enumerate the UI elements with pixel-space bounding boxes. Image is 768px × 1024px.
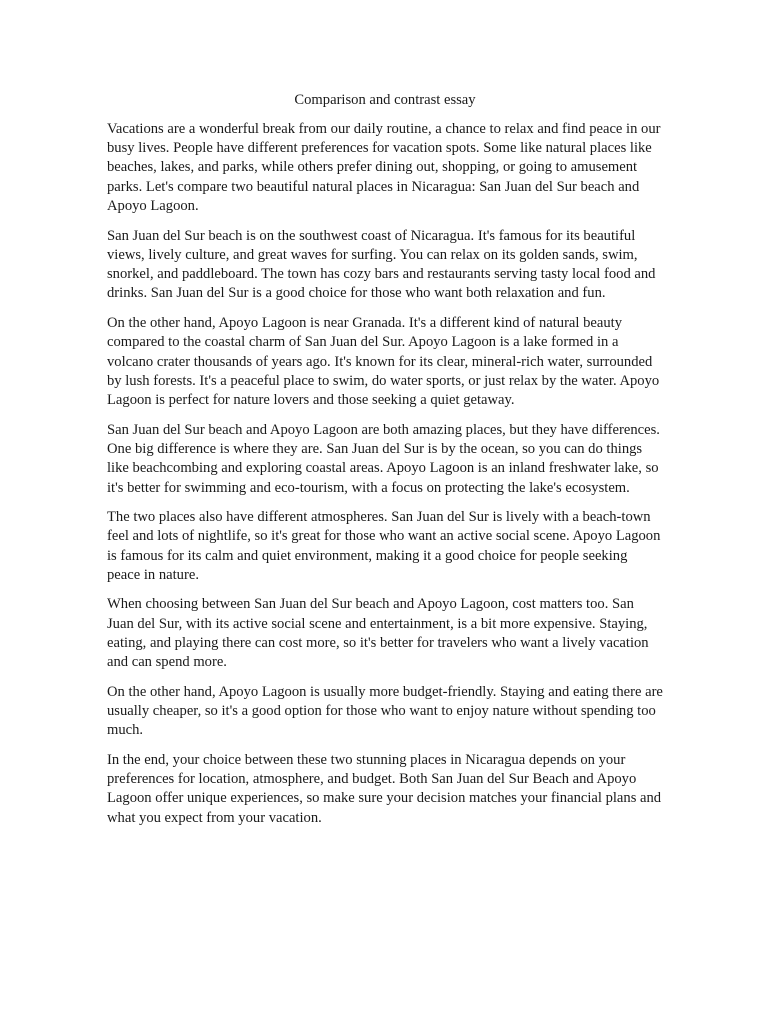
paragraph-conclusion: In the end, your choice between these two stunning places in Nicaragua depends on your preferences for location, atmosphere, and budget. Both San Juan del Sur Beach and Apoyo Lagoon offer unique experiences, so make sure your decision matches your financial plans and what you expect from your vacation. [107, 751, 662, 826]
paragraph-cost-san-juan: When choosing between San Juan del Sur beach and Apoyo Lagoon, cost matters too. San Juan del Sur, with its active social scene and entertainment, is a bit more expensive. Staying, eating, and playing there can cost more, so it's better for travelers who want a lively vacation and can spend more. [107, 596, 649, 671]
paragraph-atmosphere: The two places also have different atmospheres. San Juan del Sur is lively with a beach-town feel and lots of nightlife, so it's great for those who want an active social scene. Apoyo Lagoon is famous for its calm and quiet environment, making it a good choice for people seeking peace in nature. [107, 508, 661, 583]
paragraph-san-juan-del-sur: San Juan del Sur beach is on the southwest coast of Nicaragua. It's famous for its beautiful views, lively culture, and great waves for surfing. You can relax on its golden sands, swim, snorkel, and paddleboard. The town has cozy bars and restaurants serving tasty local food and drinks. San Juan del Sur is a good choice for those who want both relaxation and fun. [107, 227, 656, 302]
essay-body [107, 91, 663, 838]
paragraph-apoyo-lagoon: On the other hand, Apoyo Lagoon is near Granada. It's a different kind of natural beauty compared to the coastal charm of San Juan del Sur. Apoyo Lagoon is a lake formed in a volcano crater thousands of years ago. It's known for its clear, mineral-rich water, surrounded by lush forests. It's a peaceful place to swim, do water sports, or just relax by the water. Apoyo Lagoon is perfect for nature lovers and those seeking a quiet getaway. [107, 314, 660, 409]
paragraph-location-difference: San Juan del Sur beach and Apoyo Lagoon are both amazing places, but they have differences. One big difference is where they are. San Juan del Sur is by the ocean, so you can do things like beachcombing and exploring coastal areas. Apoyo Lagoon is an inland freshwater lake, so it's better for swimming and eco-tourism, with a focus on protecting the lake's ecosystem. [107, 421, 660, 496]
paragraph-cost-apoyo: On the other hand, Apoyo Lagoon is usually more budget-friendly. Staying and eating there are usually cheaper, so it's a good option for those who want to enjoy nature without spending too much. [107, 683, 663, 739]
paragraph-introduction: Vacations are a wonderful break from our daily routine, a chance to relax and find peace in our busy lives. People have different preferences for vacation spots. Some like natural places like beaches, lakes, and parks, while others prefer dining out, shopping, or going to amusement parks. Let's compare two beautiful natural places in Nicaragua: San Juan del Sur beach and Apoyo Lagoon. [107, 120, 661, 215]
essay-title: Comparison and contrast essay [294, 92, 476, 108]
